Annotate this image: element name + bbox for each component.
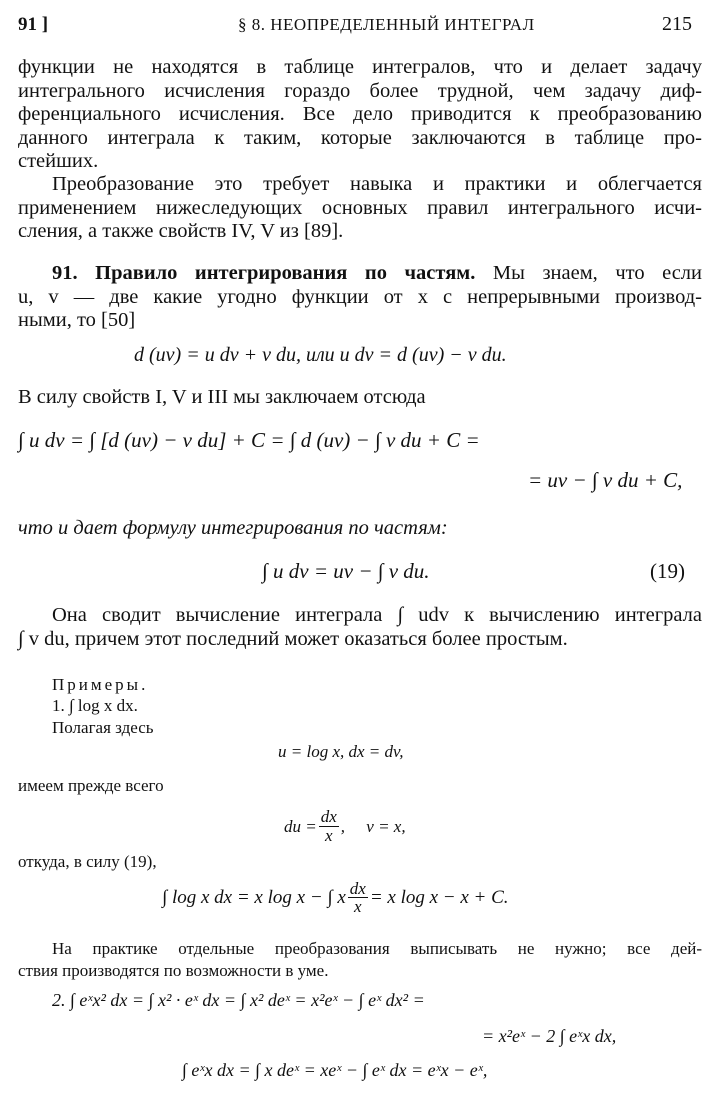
text-line: Преобразование это требует навыка и практики и облегчается	[52, 173, 702, 195]
fraction	[348, 880, 368, 915]
text-line: u, v — две какие угодно функции от x с непрерывными производ-	[18, 285, 702, 308]
italic-text: что и дает формулу интегрирования по частям:	[18, 517, 448, 539]
denominator: x	[354, 897, 362, 916]
equation-number: (19)	[650, 559, 685, 583]
numerator: dx	[349, 879, 366, 898]
section-number: 91 ]	[18, 14, 49, 35]
section-91	[18, 262, 702, 333]
paragraph-3	[18, 604, 702, 651]
example-1-equation-1: u = log x, dx = dv,	[278, 742, 404, 761]
fraction	[319, 808, 339, 845]
equation-19: ∫ u dv = uv − ∫ v du.	[262, 559, 430, 583]
text-line: применением нижеследующих основных правил интегрального исчи-	[18, 196, 702, 219]
section-title-rest: Мы знаем, что если	[492, 262, 703, 284]
text-line: сления, а также свойств IV, V из [89].	[18, 220, 344, 243]
text-line: ными, то [50]	[18, 309, 136, 332]
eq-part-a: ∫ log x dx = x log x − ∫ x	[162, 886, 346, 908]
eq-right: , v = x,	[340, 816, 406, 836]
text-line: функции не находятся в таблице интегралов, что и делает задачу	[18, 56, 702, 78]
text-line: ференциального исчисления. Все дело приводится к преобразованию	[18, 103, 702, 126]
eq-left: du =	[284, 816, 317, 836]
text-line: откуда, в силу (19),	[18, 852, 157, 871]
section-title: 91. Правило интегрирования по частям.	[52, 262, 476, 284]
example-1-title: 1. ∫ log x dx.	[52, 696, 138, 715]
eq-part-b: = x log x − x + C.	[369, 886, 509, 908]
page-number: 215	[662, 13, 692, 35]
equation-differential: d (uv) = u dv + v du, или u dv = d (uv) − v du.	[134, 344, 507, 366]
text-line: ствия производятся по возможности в уме.	[18, 961, 329, 980]
equation-integral-line1: ∫ u dv = ∫ [d (uv) − v du] + C = ∫ d (uv) − ∫ v du + C =	[18, 428, 480, 452]
text-line: В силу свойств I, V и III мы заключаем отсюда	[18, 386, 426, 408]
example-2-line-2: = x²eˣ − 2 ∫ eˣx dx,	[482, 1026, 617, 1046]
paragraph-1	[18, 56, 702, 174]
text-line: Полагая здесь	[52, 718, 154, 737]
numerator: dx	[320, 807, 337, 826]
text-line	[18, 262, 702, 286]
example-1-equation-3	[162, 880, 509, 915]
equation-integral-line2: = uv − ∫ v du + C,	[528, 468, 683, 492]
text-line: стейших.	[18, 150, 99, 173]
text-line: Она сводит вычисление интеграла ∫ udv к вычислению интеграла	[52, 604, 702, 626]
paragraph-2	[18, 173, 702, 244]
text-line: ∫ v du, причем этот последний может оказаться более простым.	[18, 627, 568, 650]
text-line: На практике отдельные преобразования выписывать не нужно; все дей-	[52, 939, 702, 958]
denominator: x	[324, 826, 333, 845]
example-2-line-3: ∫ eˣx dx = ∫ x deˣ = xeˣ − ∫ eˣ dx = eˣx − eˣ,	[182, 1060, 488, 1080]
text-line: имеем прежде всего	[18, 776, 164, 795]
note	[18, 938, 702, 982]
example-1-equation-2	[284, 808, 406, 845]
text-line: интегрального исчисления гораздо более трудной, чем задачу диф-	[18, 79, 702, 102]
example-2-line-1: 2. ∫ eˣx² dx = ∫ x² · eˣ dx = ∫ x² deˣ = x²eˣ − ∫ eˣ dx² =	[52, 990, 425, 1010]
text-line: данного интеграла к таким, которые заключаются в таблице про-	[18, 126, 702, 149]
examples-label: Примеры.	[52, 675, 149, 694]
running-header: § 8. НЕОПРЕДЕЛЕННЫЙ ИНТЕГРАЛ	[238, 15, 535, 34]
